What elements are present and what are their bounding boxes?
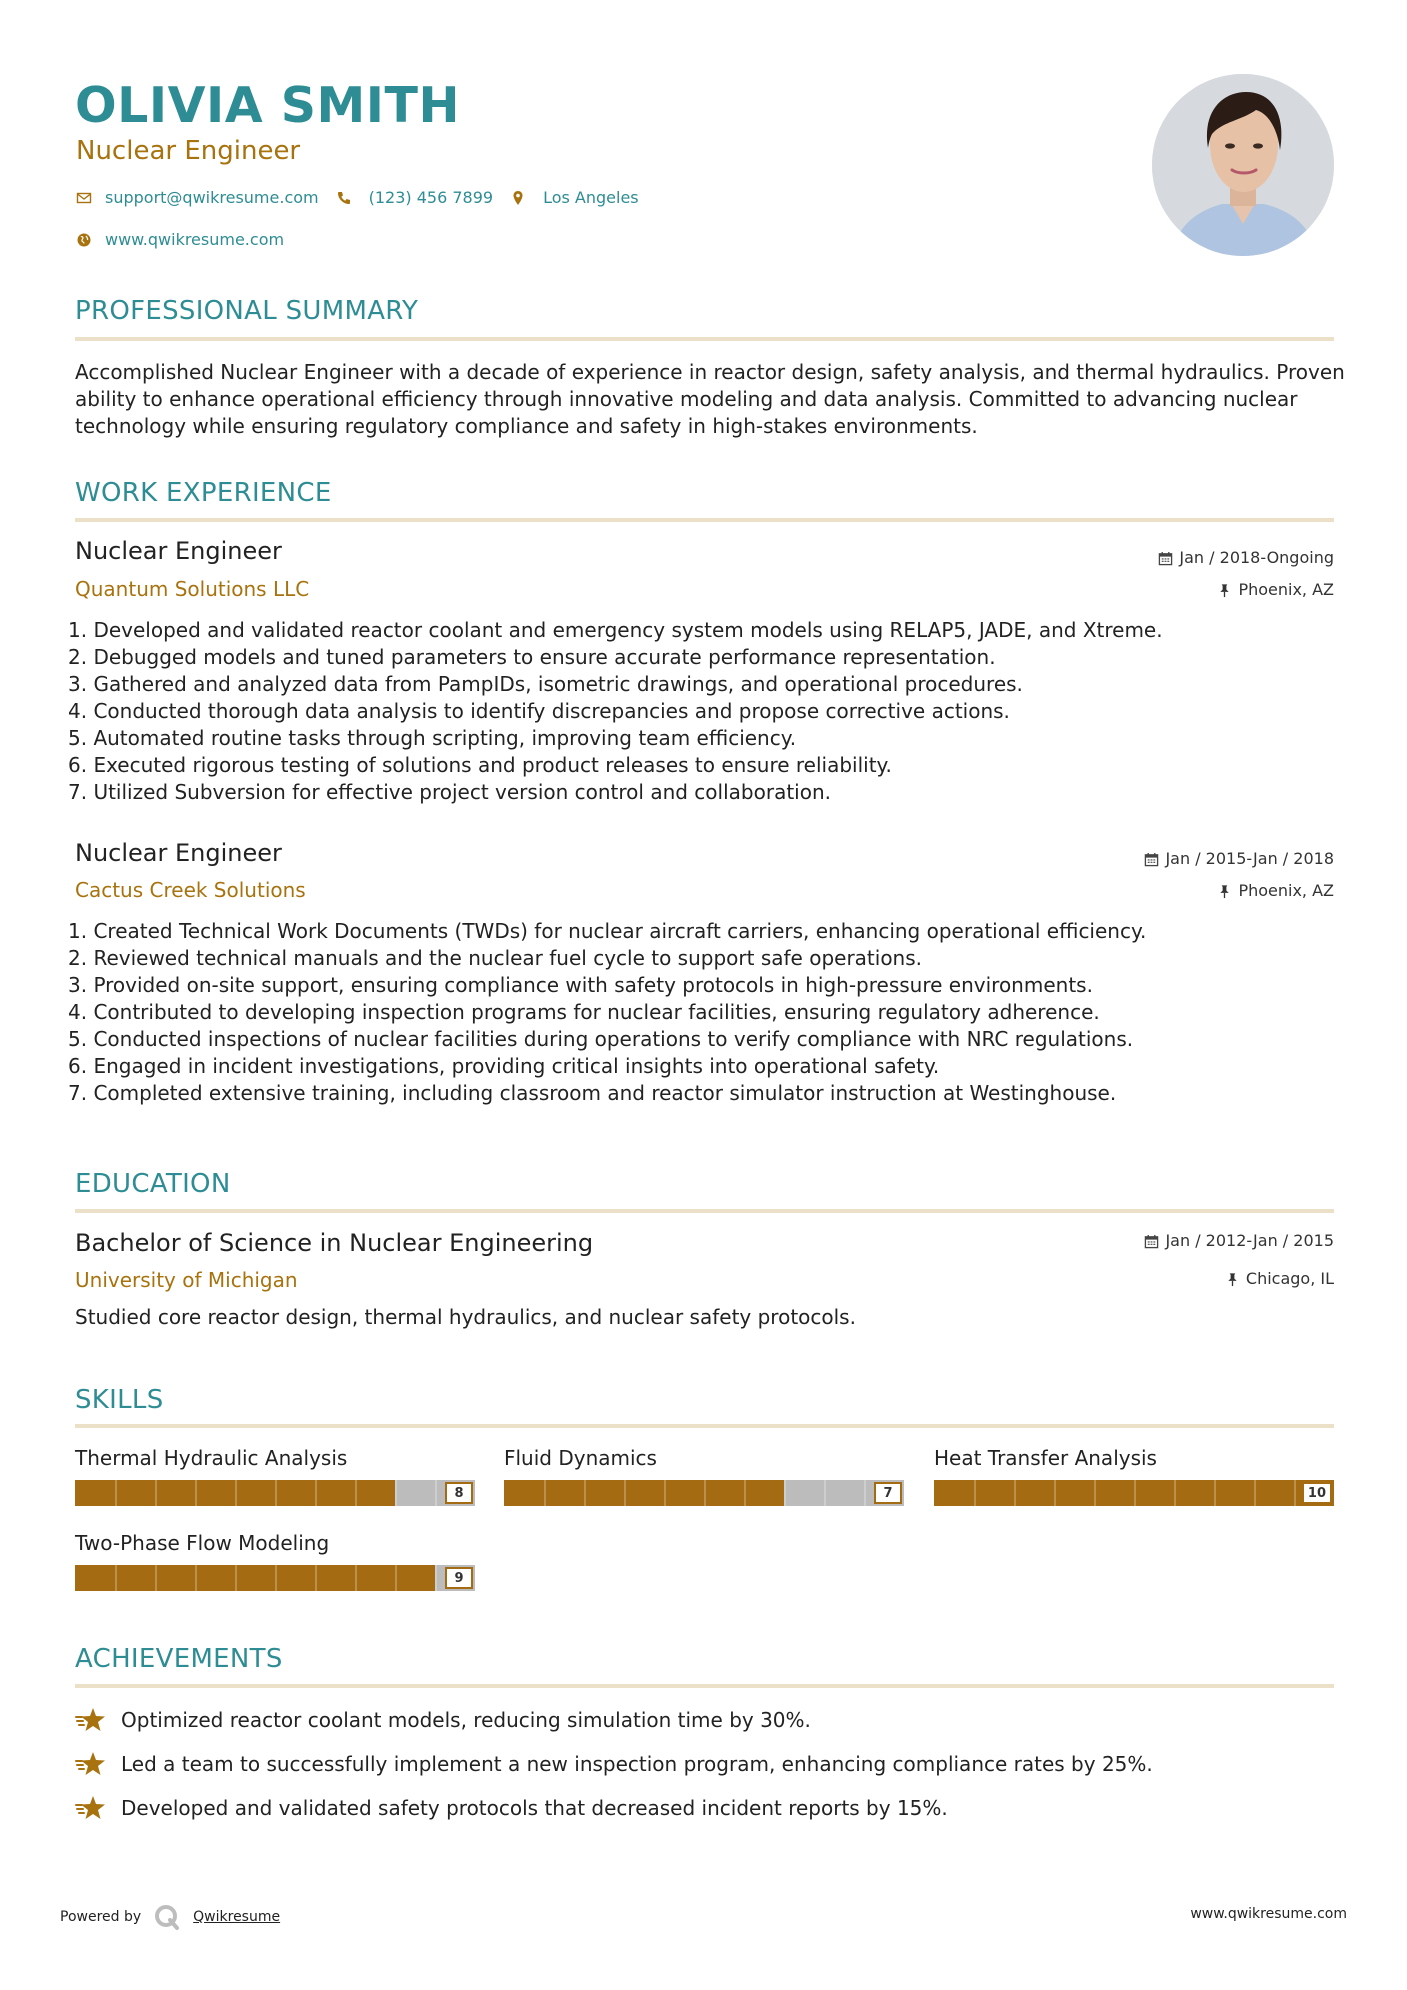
skill-bar [934, 1480, 1334, 1506]
envelope-icon [75, 189, 93, 207]
skill-bar-segment [1214, 1480, 1216, 1506]
achievement-text: Developed and validated safety protocols that decreased incident reports by 15%. [121, 1796, 948, 1820]
skill-bar-segment [315, 1565, 317, 1591]
education-heading: EDUCATION [75, 1169, 231, 1199]
contact-phone-text: (123) 456 7899 [368, 188, 494, 207]
skill-bar-segment [115, 1565, 117, 1591]
list-item: 4. Conducted thorough data analysis to identify discrepancies and propose corrective actions. [68, 699, 1010, 723]
skill-bar-fill [504, 1480, 784, 1506]
skill-bar-segment [195, 1480, 197, 1506]
contact-email[interactable] [75, 188, 319, 208]
calendar-icon [1144, 1234, 1159, 1249]
experience-heading: WORK EXPERIENCE [75, 478, 332, 508]
achievement-item [75, 1794, 948, 1822]
job-2-bullets [68, 918, 1358, 1107]
skill-name: Thermal Hydraulic Analysis [75, 1446, 348, 1470]
qwikresume-logo-icon [153, 1903, 181, 1931]
star-icon [75, 1750, 107, 1778]
education-degree: Bachelor of Science in Nuclear Engineering [75, 1229, 594, 1257]
pushpin-icon [1225, 1272, 1240, 1287]
skill-bar-segment [824, 1480, 826, 1506]
contact-phone[interactable] [335, 188, 493, 208]
skill-bar-segment [315, 1480, 317, 1506]
skill-name: Two-Phase Flow Modeling [75, 1531, 330, 1555]
pushpin-icon [1217, 583, 1232, 598]
skill-bar-segment [395, 1565, 397, 1591]
education-description: Studied core reactor design, thermal hydraulics, and nuclear safety protocols. [75, 1305, 856, 1329]
job-2-dates [1144, 849, 1334, 869]
skill-bar-segment [864, 1480, 866, 1506]
achievements-divider [75, 1684, 1334, 1688]
profile-photo [1152, 74, 1334, 256]
skill-bar-segment [435, 1565, 437, 1591]
phone-icon [335, 189, 353, 207]
education-location-text: Chicago, IL [1245, 1269, 1334, 1288]
achievements-heading: ACHIEVEMENTS [75, 1644, 283, 1674]
job-1-dates-text: Jan / 2018-Ongoing [1179, 548, 1334, 567]
skill-bar-segment [235, 1565, 237, 1591]
skill-bar-segment [195, 1565, 197, 1591]
summary-text: Accomplished Nuclear Engineer with a decade of experience in reactor design, safety analysis, and thermal hydraulics. Proven ability to enhance operational efficiency through innovative modeling and data analysis. Committed to advancing nuclear technology while ensuring regulatory compliance and safety in high-stakes environments. [75, 360, 1345, 438]
skill-bar-segment [235, 1480, 237, 1506]
list-item: 5. Automated routine tasks through scripting, improving team efficiency. [68, 726, 797, 750]
skill-bar-segment [275, 1480, 277, 1506]
calendar-icon [1158, 551, 1173, 566]
education-school: University of Michigan [75, 1268, 298, 1292]
job-2-location-text: Phoenix, AZ [1238, 881, 1334, 900]
list-item: 7. Utilized Subversion for effective project version control and collaboration. [68, 780, 831, 804]
skill-bar-segment [664, 1480, 666, 1506]
skill-bar-segment [544, 1480, 546, 1506]
education-dates-text: Jan / 2012-Jan / 2015 [1165, 1231, 1334, 1250]
job-1-company: Quantum Solutions LLC [75, 577, 310, 601]
map-marker-icon [509, 189, 527, 207]
contact-email-text: support@qwikresume.com [105, 188, 319, 207]
skill-item [75, 1446, 475, 1506]
job-2-role: Nuclear Engineer [75, 839, 282, 867]
candidate-title: Nuclear Engineer [76, 136, 301, 166]
skill-bar-segment [974, 1480, 976, 1506]
skill-bar-segment [275, 1565, 277, 1591]
star-icon [75, 1794, 107, 1822]
skill-bar-segment [155, 1565, 157, 1591]
contact-location [509, 188, 639, 208]
skill-bar-segment [1254, 1480, 1256, 1506]
achievement-text: Optimized reactor coolant models, reducing simulation time by 30%. [121, 1708, 811, 1732]
list-item: 6. Executed rigorous testing of solutions and product releases to ensure reliability. [68, 753, 892, 777]
skill-bar-segment [155, 1480, 157, 1506]
list-item: 3. Gathered and analyzed data from PampIDs, isometric drawings, and operational procedures. [68, 672, 1023, 696]
job-2-dates-text: Jan / 2015-Jan / 2018 [1165, 849, 1334, 868]
candidate-name: OLIVIA SMITH [75, 77, 460, 134]
contact-row-1 [75, 188, 639, 208]
list-item: 7. Completed extensive training, including classroom and reactor simulator instruction at Westinghouse. [68, 1081, 1117, 1105]
skill-bar-segment [704, 1480, 706, 1506]
qwikresume-link[interactable]: Qwikresume [193, 1909, 281, 1925]
achievement-text: Led a team to successfully implement a new inspection program, enhancing compliance rates by 25%. [121, 1752, 1153, 1776]
pushpin-icon [1217, 884, 1232, 899]
skill-bar-segment [744, 1480, 746, 1506]
list-item: 1. Created Technical Work Documents (TWDs) for nuclear aircraft carriers, enhancing operational efficiency. [68, 919, 1147, 943]
skill-bar-segment [355, 1565, 357, 1591]
skill-bar [504, 1480, 904, 1506]
contact-location-text: Los Angeles [543, 188, 639, 207]
skill-bar-segment [1294, 1480, 1296, 1506]
achievement-item [75, 1750, 1153, 1778]
skill-bar-segment [784, 1480, 786, 1506]
education-location [1225, 1269, 1334, 1289]
list-item: 3. Provided on-site support, ensuring compliance with safety protocols in high-pressure environments. [68, 973, 1093, 997]
list-item: 6. Engaged in incident investigations, providing critical insights into operational safety. [68, 1054, 940, 1078]
list-item: 1. Developed and validated reactor coolant and emergency system models using RELAP5, JADE, and Xtreme. [68, 618, 1163, 642]
list-item: 2. Reviewed technical manuals and the nuclear fuel cycle to support safe operations. [68, 946, 923, 970]
skill-level: 9 [445, 1567, 473, 1589]
footer-website[interactable]: www.qwikresume.com [1190, 1906, 1347, 1922]
skill-bar-segment [395, 1480, 397, 1506]
skill-bar [75, 1480, 475, 1506]
skill-level: 8 [445, 1482, 473, 1504]
skill-bar-segment [1014, 1480, 1016, 1506]
skill-bar-segment [355, 1480, 357, 1506]
contact-website[interactable] [75, 230, 284, 250]
calendar-icon [1144, 852, 1159, 867]
globe-icon [75, 231, 93, 249]
skill-bar-fill [75, 1565, 435, 1591]
skill-item [75, 1531, 475, 1591]
education-dates [1144, 1231, 1334, 1251]
summary-divider [75, 337, 1334, 341]
job-1-dates [1158, 548, 1334, 568]
job-2-company: Cactus Creek Solutions [75, 878, 306, 902]
education-divider [75, 1209, 1334, 1213]
skill-bar-segment [1054, 1480, 1056, 1506]
list-item: 4. Contributed to developing inspection programs for nuclear facilities, ensuring regulatory adherence. [68, 1000, 1100, 1024]
skills-divider [75, 1424, 1334, 1428]
list-item: 5. Conducted inspections of nuclear facilities during operations to verify compliance with NRC regulations. [68, 1027, 1134, 1051]
skill-bar-segment [1094, 1480, 1096, 1506]
skill-bar-segment [584, 1480, 586, 1506]
skill-name: Fluid Dynamics [504, 1446, 657, 1470]
skill-level: 7 [874, 1482, 902, 1504]
job-1-role: Nuclear Engineer [75, 537, 282, 565]
job-1-location [1217, 580, 1334, 600]
skill-bar [75, 1565, 475, 1591]
experience-divider [75, 518, 1334, 522]
job-2-location [1217, 881, 1334, 901]
summary-heading: PROFESSIONAL SUMMARY [75, 296, 419, 326]
contact-website-text: www.qwikresume.com [105, 230, 285, 249]
skills-heading: SKILLS [75, 1385, 164, 1415]
job-1-location-text: Phoenix, AZ [1238, 580, 1334, 599]
powered-by-label: Powered by [60, 1909, 142, 1925]
achievement-item [75, 1706, 811, 1734]
skill-bar-segment [435, 1480, 437, 1506]
skill-name: Heat Transfer Analysis [934, 1446, 1157, 1470]
footer-powered-by [60, 1903, 280, 1931]
job-1-bullets [68, 617, 1358, 806]
list-item: 2. Debugged models and tuned parameters to ensure accurate performance representation. [68, 645, 996, 669]
skill-bar-segment [1174, 1480, 1176, 1506]
skill-item [504, 1446, 904, 1506]
skill-bar-segment [1134, 1480, 1136, 1506]
skill-bar-segment [115, 1480, 117, 1506]
skill-bar-segment [624, 1480, 626, 1506]
skill-level: 10 [1302, 1482, 1332, 1504]
skill-item [934, 1446, 1334, 1506]
star-icon [75, 1706, 107, 1734]
